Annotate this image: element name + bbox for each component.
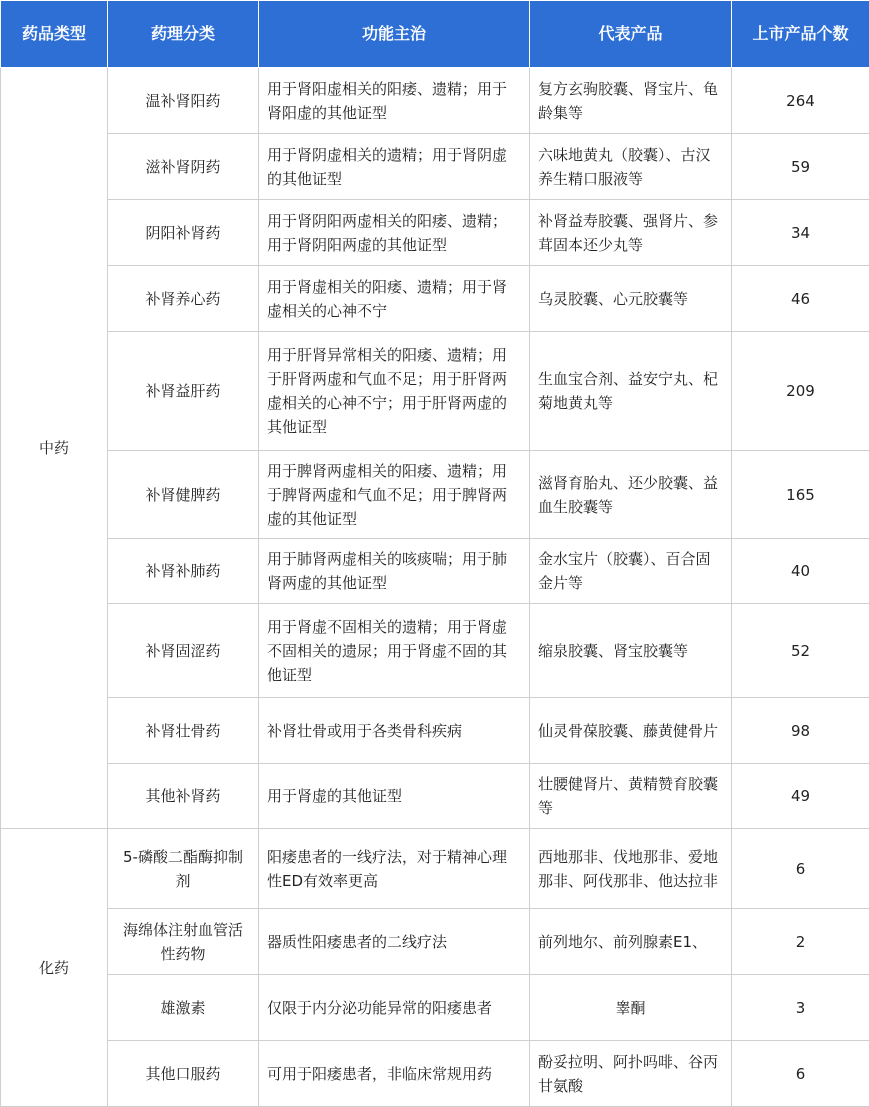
table-row xyxy=(1,134,869,200)
class-cell: 5-磷酸二酯酶抑制剂 xyxy=(108,829,259,909)
count-cell: 59 xyxy=(732,134,869,200)
function-cell: 用于脾肾两虚相关的阳痿、遗精；用于脾肾两虚和气血不足；用于脾肾两虚的其他证型 xyxy=(259,451,530,539)
product-cell: 生血宝合剂、益安宁丸、杞菊地黄丸等 xyxy=(530,332,732,451)
class-cell: 补肾固涩药 xyxy=(108,604,259,698)
product-cell: 西地那非、伐地那非、爱地那非、阿伐那非、他达拉非 xyxy=(530,829,732,909)
table-row xyxy=(1,266,869,332)
count-cell: 52 xyxy=(732,604,869,698)
table-row xyxy=(1,604,869,698)
header-representative-products: 代表产品 xyxy=(530,1,732,68)
product-cell: 复方玄驹胶囊、肾宝片、龟龄集等 xyxy=(530,68,732,134)
count-cell: 40 xyxy=(732,539,869,604)
class-cell: 补肾健脾药 xyxy=(108,451,259,539)
product-cell: 金水宝片（胶囊）、百合固金片等 xyxy=(530,539,732,604)
function-cell: 用于肾阳虚相关的阳痿、遗精；用于肾阳虚的其他证型 xyxy=(259,68,530,134)
count-cell: 3 xyxy=(732,975,869,1041)
class-cell: 补肾壮骨药 xyxy=(108,698,259,764)
table-row xyxy=(1,829,869,909)
count-cell: 6 xyxy=(732,1041,869,1107)
header-indications: 功能主治 xyxy=(259,1,530,68)
function-cell: 仅限于内分泌功能异常的阳痿患者 xyxy=(259,975,530,1041)
drug-type-cell: 化药 xyxy=(1,829,108,1107)
header-row xyxy=(1,1,869,68)
drug-type-cell: 中药 xyxy=(1,68,108,829)
table-row xyxy=(1,200,869,266)
class-cell: 阴阳补肾药 xyxy=(108,200,259,266)
table-row xyxy=(1,539,869,604)
product-cell: 六味地黄丸（胶囊）、古汉养生精口服液等 xyxy=(530,134,732,200)
class-cell: 滋补肾阴药 xyxy=(108,134,259,200)
product-cell: 乌灵胶囊、心元胶囊等 xyxy=(530,266,732,332)
product-cell: 壮腰健肾片、黄精赞育胶囊等 xyxy=(530,764,732,829)
product-cell: 缩泉胶囊、肾宝胶囊等 xyxy=(530,604,732,698)
table-row xyxy=(1,698,869,764)
function-cell: 用于肾虚的其他证型 xyxy=(259,764,530,829)
header-marketed-count: 上市产品个数 xyxy=(732,1,869,68)
function-cell: 器质性阳痿患者的二线疗法 xyxy=(259,909,530,975)
count-cell: 34 xyxy=(732,200,869,266)
class-cell: 雄激素 xyxy=(108,975,259,1041)
count-cell: 46 xyxy=(732,266,869,332)
product-cell: 睾酮 xyxy=(530,975,732,1041)
table-row xyxy=(1,1041,869,1107)
class-cell: 海绵体注射血管活性药物 xyxy=(108,909,259,975)
function-cell: 用于肾虚相关的阳痿、遗精；用于肾虚相关的心神不宁 xyxy=(259,266,530,332)
function-cell: 用于肾阴阳两虚相关的阳痿、遗精；用于肾阴阳两虚的其他证型 xyxy=(259,200,530,266)
function-cell: 补肾壮骨或用于各类骨科疾病 xyxy=(259,698,530,764)
function-cell: 用于肾虚不固相关的遗精；用于肾虚不固相关的遗尿；用于肾虚不固的其他证型 xyxy=(259,604,530,698)
class-cell: 补肾补肺药 xyxy=(108,539,259,604)
product-cell: 滋肾育胎丸、还少胶囊、益血生胶囊等 xyxy=(530,451,732,539)
function-cell: 阳痿患者的一线疗法，对于精神心理性ED有效率更高 xyxy=(259,829,530,909)
table-row xyxy=(1,332,869,451)
class-cell: 其他口服药 xyxy=(108,1041,259,1107)
function-cell: 用于肝肾异常相关的阳痿、遗精；用于肝肾两虚和气血不足；用于肝肾两虚相关的心神不宁；用于肝肾两虚的其他证型 xyxy=(259,332,530,451)
product-cell: 仙灵骨葆胶囊、藤黄健骨片 xyxy=(530,698,732,764)
table-row xyxy=(1,975,869,1041)
class-cell: 其他补肾药 xyxy=(108,764,259,829)
table-row xyxy=(1,451,869,539)
function-cell: 可用于阳痿患者，非临床常规用药 xyxy=(259,1041,530,1107)
count-cell: 209 xyxy=(732,332,869,451)
class-cell: 补肾益肝药 xyxy=(108,332,259,451)
function-cell: 用于肾阴虚相关的遗精；用于肾阴虚的其他证型 xyxy=(259,134,530,200)
class-cell: 温补肾阳药 xyxy=(108,68,259,134)
product-cell: 补肾益寿胶囊、强肾片、参茸固本还少丸等 xyxy=(530,200,732,266)
header-pharmacology-class: 药理分类 xyxy=(108,1,259,68)
count-cell: 6 xyxy=(732,829,869,909)
count-cell: 49 xyxy=(732,764,869,829)
function-cell: 用于肺肾两虚相关的咳痰喘；用于肺肾两虚的其他证型 xyxy=(259,539,530,604)
table-row xyxy=(1,68,869,134)
product-cell: 酚妥拉明、阿扑吗啡、谷丙甘氨酸 xyxy=(530,1041,732,1107)
class-cell: 补肾养心药 xyxy=(108,266,259,332)
table-row xyxy=(1,764,869,829)
header-drug-type: 药品类型 xyxy=(1,1,108,68)
table-row xyxy=(1,909,869,975)
count-cell: 165 xyxy=(732,451,869,539)
count-cell: 2 xyxy=(732,909,869,975)
product-cell: 前列地尔、前列腺素E1、 xyxy=(530,909,732,975)
count-cell: 264 xyxy=(732,68,869,134)
count-cell: 98 xyxy=(732,698,869,764)
